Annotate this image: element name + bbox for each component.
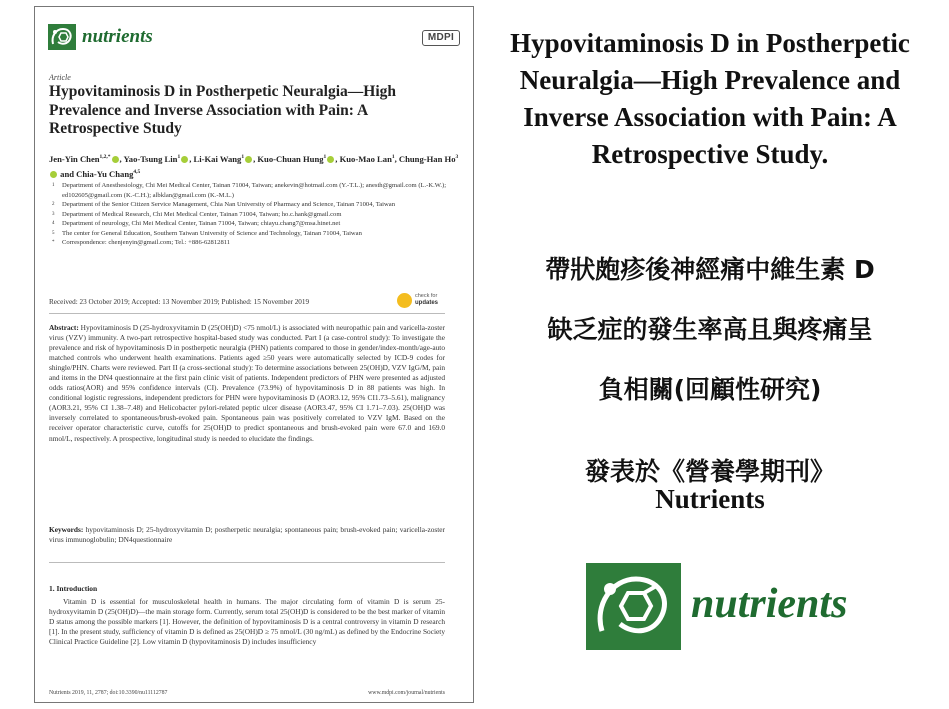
check-updates-line2: updates (415, 300, 439, 306)
affiliation-text: The center for General Education, Southern Taiwan University of Science and Technology, Tainan 71004, Taiwan (62, 229, 362, 237)
affiliation-number: 1 (52, 183, 55, 188)
affiliation-item (49, 229, 459, 239)
orcid-icon[interactable] (327, 156, 334, 163)
article-type: Article (49, 73, 71, 82)
author-affiliation-marker: 1 (323, 154, 327, 160)
chinese-title-line-1: 帶狀皰疹後神經痛中維生素 D (545, 255, 875, 284)
check-updates-icon (397, 293, 412, 308)
affiliation-item (49, 238, 459, 248)
affiliation-text: Department of Medical Research, Chi Mei Medical Center, Tainan 71004, Taiwan; ho.c.hank@gmail.com (62, 210, 342, 218)
affiliation-text: Department of Anesthesiology, Chi Mei Medical Center, Tainan 71004, Taiwan; anekevin@hotmail.com (Y.-T.L.); anesth@gmail.com (L.-K.W.); ed102605@gmail.com (K.-C.H.); albklan@gmail.com (K.-M.L.) (62, 182, 447, 199)
orcid-icon[interactable] (245, 156, 252, 163)
english-title: Hypovitaminosis D in Postherpetic Neuralgia—High Prevalence and Inverse Association with Pain: A Retrospective Study. (510, 28, 910, 169)
affiliation-number: * (52, 240, 55, 245)
divider (49, 313, 445, 314)
author-affiliation-marker: 1 (391, 154, 395, 160)
affiliation-list (49, 181, 459, 248)
keywords-label: Keywords: (49, 525, 84, 534)
introduction-text: Vitamin D is essential for musculoskeletal health in humans. The major circulating form of vitamin D is serum 25-hydroxyvitamin D (25(OH)D)—the main storage form. Currently, serum total 25(OH)D is considered to be the best marker of vitamin D status among the possible markers [1]. However, the definition of hypovitaminosis D is a central controversy in vitamin D research [1]. In the present study, sufficiency of vitamin D is defined as 25(OH)D ≥ 75 nmol/L (30 ng/mL) as defined by the Endocrine Society Clinical Practice Guideline [2]. Low vitamin D (hypovitaminosis D) includes insufficiency (49, 597, 445, 647)
affiliation-number: 5 (52, 230, 55, 236)
journal-name: nutrients (82, 26, 153, 47)
author-name: Kuo-Mao Lan (339, 153, 392, 164)
affiliation-number: 4 (52, 221, 55, 226)
author-name: Chung-Han Ho (398, 153, 456, 164)
paper-first-page (34, 6, 474, 703)
author-name: Yao-Tsung Lin (123, 153, 178, 164)
affiliation-number: 2 (52, 202, 55, 207)
publication-dates: Received: 23 October 2019; Accepted: 13 November 2019; Published: 15 November 2019 (49, 298, 310, 306)
journal-url[interactable]: www.mdpi.com/journal/nutrients (368, 690, 445, 696)
keywords (49, 525, 445, 545)
affiliation-text: Department of neurology, Chi Mei Medical Center, Tainan 71004, Taiwan; chiayu.chang7@msa.hinet.net (62, 220, 341, 227)
journal-name-english: Nutrients (655, 484, 765, 514)
chinese-title-line-3: 負相關(回顧性研究) (598, 375, 822, 404)
orcid-icon[interactable] (112, 156, 119, 163)
affiliation-item (49, 200, 459, 210)
keywords-text: hypovitaminosis D; 25-hydroxyvitamin D; postherpetic neuralgia; spontaneous pain; brush-evoked pain; varicella-zoster virus immunoglobulin; DN4questionnaire (49, 525, 445, 545)
nutrients-big-logo-icon (586, 563, 681, 650)
citation-footer: Nutrients 2019, 11, 2787; doi:10.3390/nu11112787 (49, 690, 168, 696)
chinese-title-line-2: 缺乏症的發生率高且與疼痛呈 (547, 315, 873, 344)
author-affiliation-marker: 1 (177, 154, 181, 160)
affiliation-number: 3 (52, 211, 55, 217)
author-affiliation-marker: 4,5 (133, 168, 141, 175)
check-updates-line1: check for (415, 293, 438, 299)
orcid-icon[interactable] (50, 171, 57, 178)
author-list: Jen-Yin Chen$^{1,2,*}$ , Yao-Tsung Lin$^1$ , Li-Kai Wang$^1$ , Kuo-Chuan Hung$^1$ , Kuo-Mao Lan$^1$, Chung-Han Ho$^3$ and Chia-Yu Chang$^{4,5}$ (49, 153, 459, 179)
published-in-chinese: 發表於《營養學期刊》 (584, 457, 835, 486)
author-name: Kuo-Chuan Hung (257, 153, 324, 164)
author-affiliation-marker: 1 (241, 154, 245, 160)
affiliation-item (49, 210, 459, 220)
affiliation-text: Correspondence: chenjenyin@gmail.com; Tel.: +886-62812811 (62, 239, 231, 246)
check-for-updates-badge[interactable] (397, 292, 447, 310)
abstract (49, 323, 445, 444)
author-affiliation-marker: 1,2,* (99, 154, 111, 160)
affiliation-item (49, 219, 459, 229)
author-name: Chia-Yu Chang (76, 168, 134, 179)
affiliation-text: Department of the Senior Citizen Service Management, Chia Nan University of Pharmacy and Science, Tainan 71004, Taiwan (62, 201, 396, 208)
abstract-label: Abstract: (49, 323, 79, 332)
abstract-text: Hypovitaminosis D (25-hydroxyvitamin D (25(OH)D) <75 nmol/L) is associated with neuropathic pain and varicella-zoster virus (VZV) immunity. A two-part retrospective hospital-based study was conducted. Part I (a case-control study): To investigate the prevalence and risk of hypovitaminosis D in postherpetic neuralgia (PHN) patients compared to those in gender/index-month/age-auto matched controls who underwent health examinations. Patients aged ≥50 years were automatically selected by ICD-9 codes for shingle/PHN. Charts were reviewed. Part II (a cross-sectional study): To determine associations between 25(OH)D, VZV IgG/M, pain and items in the DN4 questionnaire at the first pain clinic visit of patients. Independent predictors of PHN were presented as adjusted odds ratios(AOR) and 95% confidence intervals (CI). Prevalence (73.9%) of hypovitaminosis D in 88 patients was high. In conditional logistic regressions, independent predictors for PHN were hypovitaminosis D (AOR3.12, 95% CI1.73–5.61), malignancy (AOR3.21, 95% CI 1.38–7.48) and Helicobacter pylori-related peptic ulcer disease (AOR3.47, 95% CI 1.71–7.03). 25(OH)D was inversely correlated to spontaneous/brush-evoked pain. Spontaneous pain was positively correlated to VZV IgM. Based on the receiver operator characteristic curve, cutoffs for 25(OH)D to predict spontaneous and brush-evoked pain were 67.0 and 169.0 nmol/L, respectively. A prospective, longitudinal study is needed to elucidate the findings. (49, 323, 445, 443)
author-name: Jen-Yin Chen (49, 153, 100, 164)
nutrients-logo-text: nutrients (691, 581, 848, 627)
nutrients-logo-icon (48, 24, 76, 50)
divider (49, 562, 445, 563)
mdpi-logo: MDPI (422, 30, 460, 46)
paper-header (48, 24, 460, 54)
paper-title: Hypovitaminosis D in Postherpetic Neuralgia—High Prevalence and Inverse Association with Pain: A Retrospective Study (49, 83, 397, 137)
orcid-icon[interactable] (181, 156, 188, 163)
author-affiliation-marker: 3 (455, 154, 459, 160)
affiliation-item (49, 181, 459, 200)
section-heading: 1. Introduction (49, 584, 98, 593)
author-name: Li-Kai Wang (193, 153, 242, 164)
